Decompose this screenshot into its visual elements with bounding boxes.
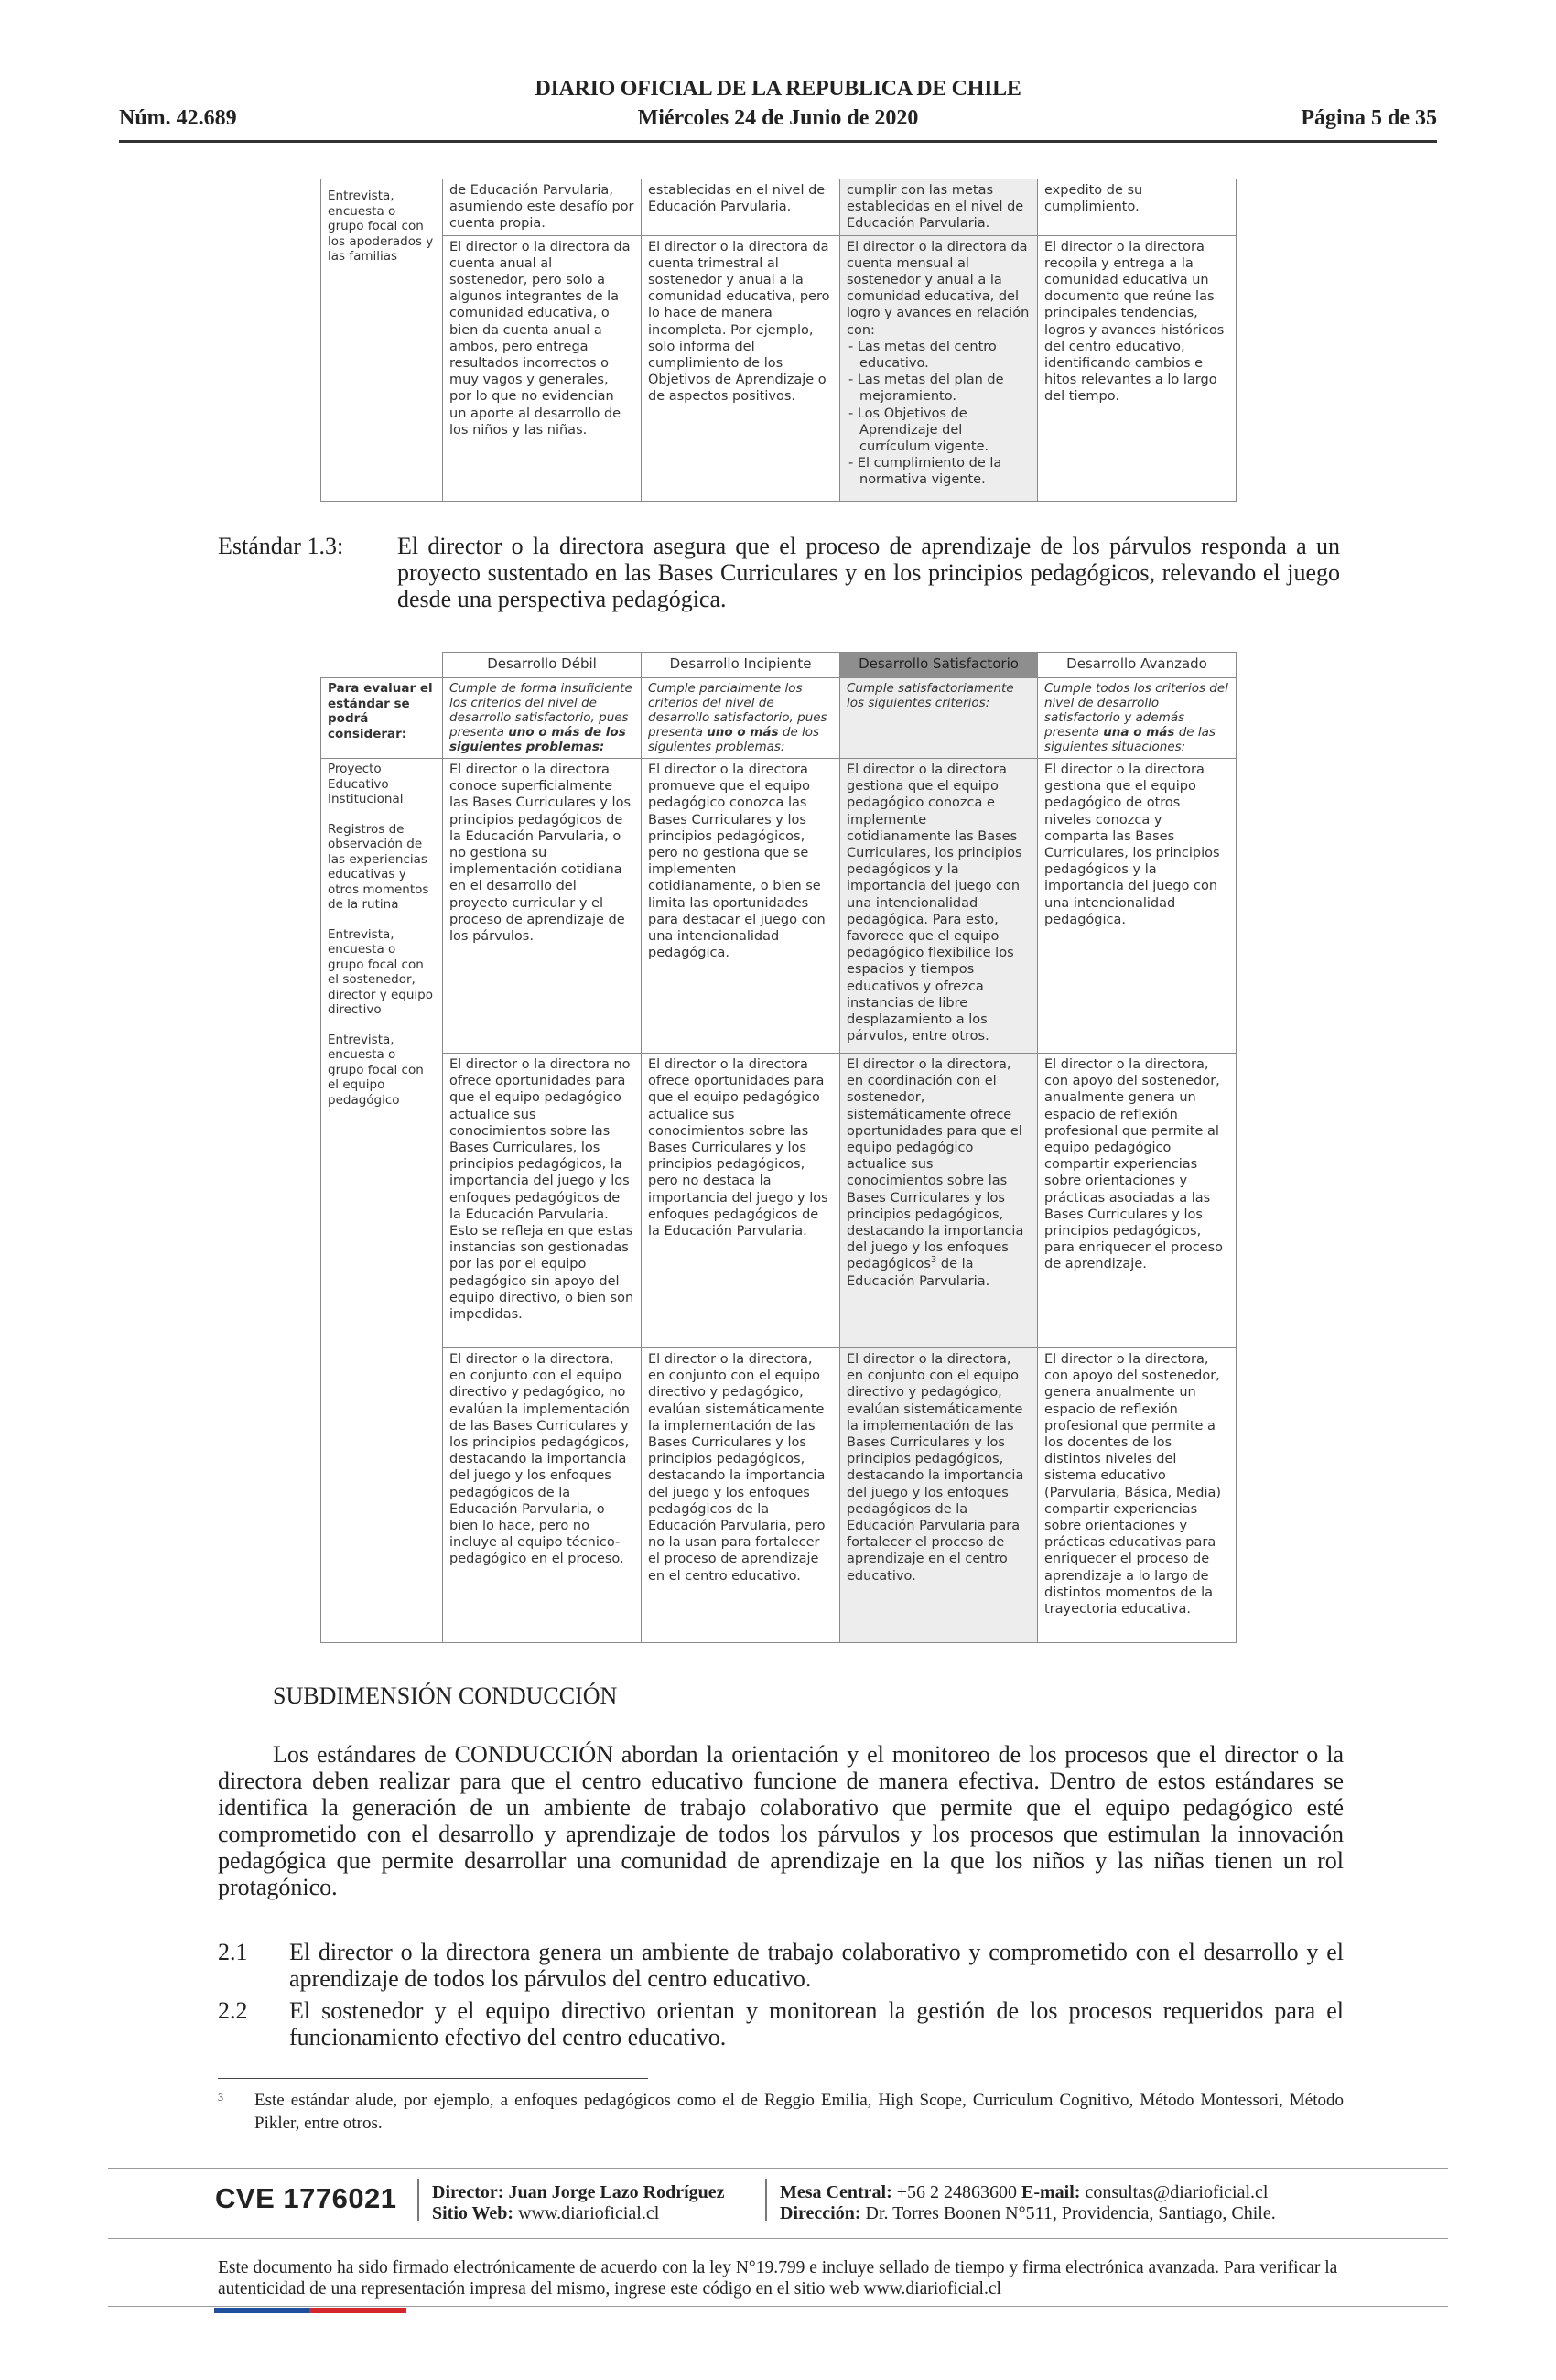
evidence-item: Entrevista, encuesta o grupo focal con el equipo pedagógico [328,1032,424,1108]
section-subheading: SUBDIMENSIÓN CONDUCCIÓN [273,1682,618,1709]
footnote-ref: 3 [930,1255,937,1266]
list-item: - El cumplimiento de la normativa vigente. [859,455,1031,488]
flag-red-stripe [309,2308,406,2313]
header-avanzado: Desarrollo Avanzado [1038,653,1237,678]
cell-debil: El director o la directora da cuenta anual al sostenedor, pero solo a algunos integrantes de la comunidad educativa, o bien da cuenta anual a ambos, pero entrega resultados incorrectos o muy vagos y generales, por lo que no evidencian un aporte al desarrollo de los niños y las niñas. [443,235,642,501]
cell-debil: El director o la directora conoce superficialmente las Bases Curriculares y los principios pedagógicos de la Educación Parvularia, o no gestiona su implementación cotidiana en el desarrollo del proyecto curricular y el proceso de aprendizaje de los párvulos. [443,759,642,1054]
standard-text: El director o la directora asegura que el proceso de aprendizaje de los párvulos responda a un proyecto sustentado en las Bases Curriculares y en los principios pedagógicos, relevando el juego desde una perspectiva pedagógica. [397,533,1340,612]
newspaper-title: DIARIO OFICIAL DE LA REPUBLICA DE CHILE [535,77,1021,101]
evidence-item: Entrevista, encuesta o grupo focal con el sostenedor, director y equipo directivo [328,926,433,1017]
issue-number: Núm. 42.689 [119,106,237,130]
header-divider [119,140,1437,143]
footer-contact: Mesa Central: +56 2 24863600 E-mail: consultas@diarioficial.cl Dirección: Dr. Torres Boonen N°511, Providencia, Santiago, Chile. [780,2182,1276,2223]
website-link[interactable]: www.diarioficial.cl [518,2203,660,2223]
footer-mid-rule [108,2238,1448,2239]
item-text: El director o la directora genera un ambiente de trabajo colaborativo y comprometido con el desarrollo y el aprendizaje de todos los párvulos del centro educativo. [289,1939,1344,1992]
cell-satisfactorio [840,235,1038,501]
footer-director: Director: Juan Jorge Lazo Rodríguez Sitio Web: www.diarioficial.cl [432,2182,725,2223]
blank-corner [321,653,443,678]
cell-avanzado: El director o la directora, con apoyo del sostenedor, genera anualmente un espacio de reflexión profesional que permite a los docentes de los distintos niveles del sistema educativo (Parvularia, Básica, Media) compartir experiencias sobre orientaciones y prácticas educativas para enriquecer el proceso de aprendizaje a lo largo de distintos momentos de la trayectoria educativa. [1038,1348,1237,1643]
cve-code: CVE 1776021 [215,2182,397,2214]
header-incipiente: Desarrollo Incipiente [642,653,840,678]
footnote-text: Este estándar alude, por ejemplo, a enfoques pedagógicos como el de Reggio Emilia, High Scope, Curriculum Cognitivo, Método Montessori, Método Pikler, entre otros. [254,2091,1344,2133]
criteria-avanzado: Cumple todos los criterios del nivel de desarrollo satisfactorio y además presenta una o más de las siguientes situaciones: [1038,678,1237,759]
satisfactorio-intro: El director o la directora da cuenta mensual al sostenedor y anual a la comunidad educativa, del logro y avances en relación con: [847,239,1030,338]
cell-avanzado: El director o la directora, con apoyo del sostenedor, anualmente genera un espacio de reflexión profesional que permite al equipo pedagógico compartir experiencias sobre orientaciones y prácticas asociadas a las Bases Curriculares y los principios pedagógicos, para enriquecer el proceso de aprendizaje. [1038,1054,1237,1348]
cell-incipiente: El director o la directora promueve que el equipo pedagógico conozca las Bases Curriculares y los principios pedagógicos, pero no gestiona que se implementen cotidianamente, o bien se limita las oportunidades para destacar el juego con una intencionalidad pedagógica. [642,759,840,1054]
cell-avanzado: El director o la directora recopila y entrega a la comunidad educativa un documento que reúne las principales tendencias, logros y avances históricos del centro educativo, identificando cambios e hitos relevantes a lo largo del tiempo. [1038,235,1237,501]
item-number: 2.2 [218,1997,248,2024]
header-debil: Desarrollo Débil [443,653,642,678]
page-number: Página 5 de 35 [1301,106,1437,130]
footer-separator [417,2179,419,2221]
criteria-incipiente: Cumple parcialmente los criterios del nivel de desarrollo satisfactorio, pues presenta uno o más de los siguientes problemas: [642,678,840,759]
satisfactorio-list [847,339,1031,489]
cell-avanzado: El director o la directora gestiona que el equipo pedagógico de otros niveles conozca y comparta las Bases Curriculares, los principios pedagógicos y la importancia del juego con una intencionalidad pedagógica. [1038,759,1237,1054]
footer-bottom-rule [108,2306,1448,2307]
criteria-satisfactorio: Cumple satisfactoriamente los siguientes criterios: [840,678,1038,759]
footer-separator [765,2179,767,2221]
cell-satisfactorio: El director o la directora, en coordinación con el sostenedor, sistemáticamente ofrece oportunidades para que el equipo pedagógico actualice sus conocimientos sobre las Bases Curriculares y los principios pedagógicos, destacando la importancia del juego y los enfoques pedagógicos$^3$ de la Educación Parvularia. [840,1054,1038,1348]
rubric-table-continued [320,179,1237,502]
list-item: - Los Objetivos de Aprendizaje del currículum vigente. [859,406,1031,456]
flag-blue-stripe [214,2308,309,2313]
cell-debil: de Educación Parvularia, asumiendo este desafío por cuenta propia. [443,179,642,235]
cell-incipiente: El director o la directora ofrece oportunidades para que el equipo pedagógico actualice sus conocimientos sobre las Bases Curriculares y los principios pedagógicos, pero no destaca la importancia del juego y los enfoques pedagógicos de la Educación Parvularia. [642,1054,840,1348]
item-text: El sostenedor y el equipo directivo orientan y monitorean la gestión de los procesos requeridos para el funcionamiento efectivo del centro educativo. [289,1997,1344,2050]
cell-incipiente: El director o la directora, en conjunto con el equipo directivo y pedagógico, evalúan sistemáticamente la implementación de las Bases Curriculares y los principios pedagógicos, destacando la importancia del juego y los enfoques pedagógicos de la Educación Parvularia, pero no la usan para fortalecer el proceso de aprendizaje en el centro educativo. [642,1348,840,1643]
evidence-item: Proyecto Educativo Institucional [328,762,404,806]
page-header [119,77,1437,141]
list-item: - Las metas del plan de mejoramiento. [859,372,1031,405]
evidence-cell: Entrevista, encuesta o grupo focal con los apoderados y las familias [321,179,443,501]
body-paragraph: Los estándares de CONDUCCIÓN abordan la orientación y el monitoreo de los procesos que el director o la directora deben realizar para que el centro educativo funcione de manera efectiva. Dentro de estos estándares se identifica la generación de un ambiente de trabajo colaborativo que permite que el equipo pedagógico esté comprometido con el desarrollo y aprendizaje de todos los párvulos y los procesos que estimulan la innovación pedagógica que permite desarrollar una comunidad de aprendizaje en la que los niños y las niñas tienen un rol protagónico. [218,1741,1344,1900]
rubric-table-1-3 [320,652,1237,1643]
cell-debil: El director o la directora no ofrece oportunidades para que el equipo pedagógico actualice sus conocimientos sobre las Bases Curriculares, los principios pedagógicos, la importancia del juego y los enfoques pedagógicos de la Educación Parvularia. Esto se refleja en que estas instancias son gestionadas por las por el equipo pedagógico sin apoyo del equipo directivo, o bien son impedidas. [443,1054,642,1348]
cell-satisfactorio: cumplir con las metas establecidas en el nivel de Educación Parvularia. [840,179,1038,235]
footer-top-rule [108,2168,1448,2169]
criteria-debil: Cumple de forma insuficiente los criterios del nivel de desarrollo satisfactorio, pues presenta uno o más de los siguientes problemas: [443,678,642,759]
cell-satisfactorio: El director o la directora, en conjunto con el equipo directivo y pedagógico, evalúan sistemáticamente la implementación de las Bases Curriculares y los principios pedagógicos, destacando la importancia del juego y los enfoques pedagógicos de la Educación Parvularia para fortalecer el proceso de aprendizaje en el centro educativo. [840,1348,1038,1643]
cell-debil: El director o la directora, en conjunto con el equipo directivo y pedagógico, no evalúan la implementación de las Bases Curriculares y los principios pedagógicos, destacando la importancia del juego y los enfoques pedagógicos de la Educación Parvularia, o bien lo hace, pero no incluye al equipo técnico-pedagógico en el proceso. [443,1348,642,1643]
header-satisfactorio: Desarrollo Satisfactorio [840,653,1038,678]
signature-notice: Este documento ha sido firmado electrónicamente de acuerdo con la ley N°19.799 e incluye sellado de tiempo y firma electrónica avanzada. Para verificar la autenticidad de una representación impresa del mismo, ingrese este código en el sitio web www.diarioficial.cl [218,2258,1338,2299]
email-link[interactable]: consultas@diarioficial.cl [1085,2182,1269,2202]
cell-incipiente: El director o la directora da cuenta trimestral al sostenedor y anual a la comunidad educativa, pero lo hace de manera incompleta. Por ejemplo, solo informa del cumplimiento de los Objetivos de Aprendizaje o de aspectos positivos. [642,235,840,501]
issue-date: Miércoles 24 de Junio de 2020 [637,106,919,130]
cell-satisfactorio: El director o la directora gestiona que el equipo pedagógico conozca e implemente cotidianamente las Bases Curriculares, los principios pedagógicos y la importancia del juego con una intencionalidad pedagógica. Para esto, favorece que el equipo pedagógico flexibilice los espacios y tiempos educativos y ofrezca instancias de libre desplazamiento a los párvulos, entre otros. [840,759,1038,1054]
list-item: - Las metas del centro educativo. [859,339,1031,372]
evidence-item: Registros de observación de las experiencias educativas y otros momentos de la rutina [328,821,429,912]
eval-label: Para evaluar el estándar se podrá considerar: [321,678,443,759]
footnote-mark: 3 [218,2091,223,2104]
evidence-cell [321,759,443,1643]
cell-avanzado: expedito de su cumplimiento. [1038,179,1237,235]
item-number: 2.1 [218,1939,248,1965]
footnote-divider [218,2078,648,2079]
standard-label: Estándar 1.3: [218,533,344,559]
cell-incipiente: establecidas en el nivel de Educación Parvularia. [642,179,840,235]
